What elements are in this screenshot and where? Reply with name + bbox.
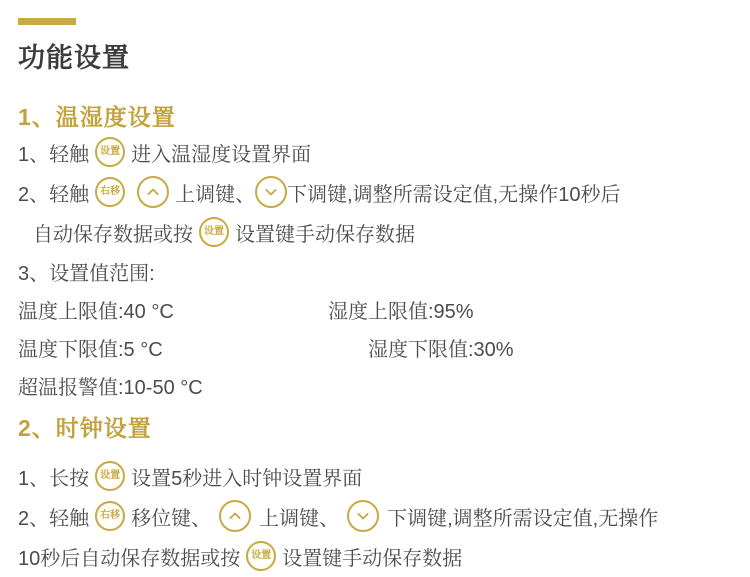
humidity-lower-limit: 湿度下限值:30% (368, 338, 514, 361)
step-text: 进入温湿度设置界面 (131, 143, 312, 166)
section1-heading: 1、温湿度设置 (18, 104, 176, 130)
page-title: 功能设置 (18, 43, 130, 73)
step-text: 3、设置值范围: (18, 262, 155, 285)
section2-step1 (18, 456, 730, 496)
settings-icon-label: 设置 (100, 470, 121, 481)
chevron-down-icon (255, 176, 287, 208)
right-shift-button-icon (95, 501, 125, 531)
step-text: 移位键、 (131, 507, 212, 530)
value-row-lower-limits (18, 328, 730, 366)
step-text: 10秒后自动保存数据或按 (18, 547, 241, 570)
right-shift-icon-label: 右移 (100, 186, 121, 197)
step-text: 设置键手动保存数据 (282, 547, 463, 570)
step-text: 下调键,调整所需设定值,无操作10秒后 (287, 183, 621, 206)
chevron-down-icon (347, 500, 379, 532)
section2-step2 (18, 496, 730, 536)
value-row-alarm (18, 366, 730, 404)
chevron-up-icon (137, 176, 169, 208)
step-text: 1、轻触 (18, 143, 90, 166)
section2-heading: 2、时钟设置 (18, 415, 152, 441)
step-text: 设置5秒进入时钟设置界面 (131, 467, 363, 490)
step-text: 2、轻触 (18, 183, 90, 206)
settings-button-icon (199, 217, 229, 247)
settings-icon-label: 设置 (204, 226, 224, 237)
value-row-upper-limits (18, 290, 730, 328)
step-text: 下调键,调整所需设定值,无操作 (387, 507, 659, 530)
right-shift-button-icon (95, 177, 125, 207)
manual-page (0, 18, 750, 577)
settings-button-icon (246, 541, 276, 571)
step-text: 1、长按 (18, 467, 90, 490)
section1-step2-continued (18, 212, 730, 252)
step-text: 2、轻触 (18, 507, 90, 530)
settings-button-icon (95, 137, 125, 167)
right-shift-icon-label: 右移 (100, 510, 121, 521)
humidity-upper-limit: 湿度上限值:95% (328, 300, 474, 323)
settings-icon-label: 设置 (251, 550, 272, 561)
step-text: 设置键手动保存数据 (235, 223, 415, 246)
chevron-up-icon (219, 500, 251, 532)
settings-icon-label: 设置 (100, 146, 121, 157)
settings-button-icon (95, 461, 125, 491)
section1-step1 (18, 132, 730, 172)
section1-step2 (18, 172, 730, 212)
step-text: 自动保存数据或按 (33, 223, 193, 246)
temp-lower-limit: 温度下限值:5 °C (18, 338, 163, 361)
over-temp-alarm-value: 超温报警值:10-50 °C (18, 376, 203, 399)
step-text: 上调键、 (259, 507, 340, 530)
section2-step2-continued (18, 536, 730, 576)
section1-step3 (18, 252, 730, 290)
title-accent-bar (18, 18, 76, 25)
step-text: 上调键、 (175, 183, 256, 206)
temp-upper-limit: 温度上限值:40 °C (18, 300, 174, 323)
